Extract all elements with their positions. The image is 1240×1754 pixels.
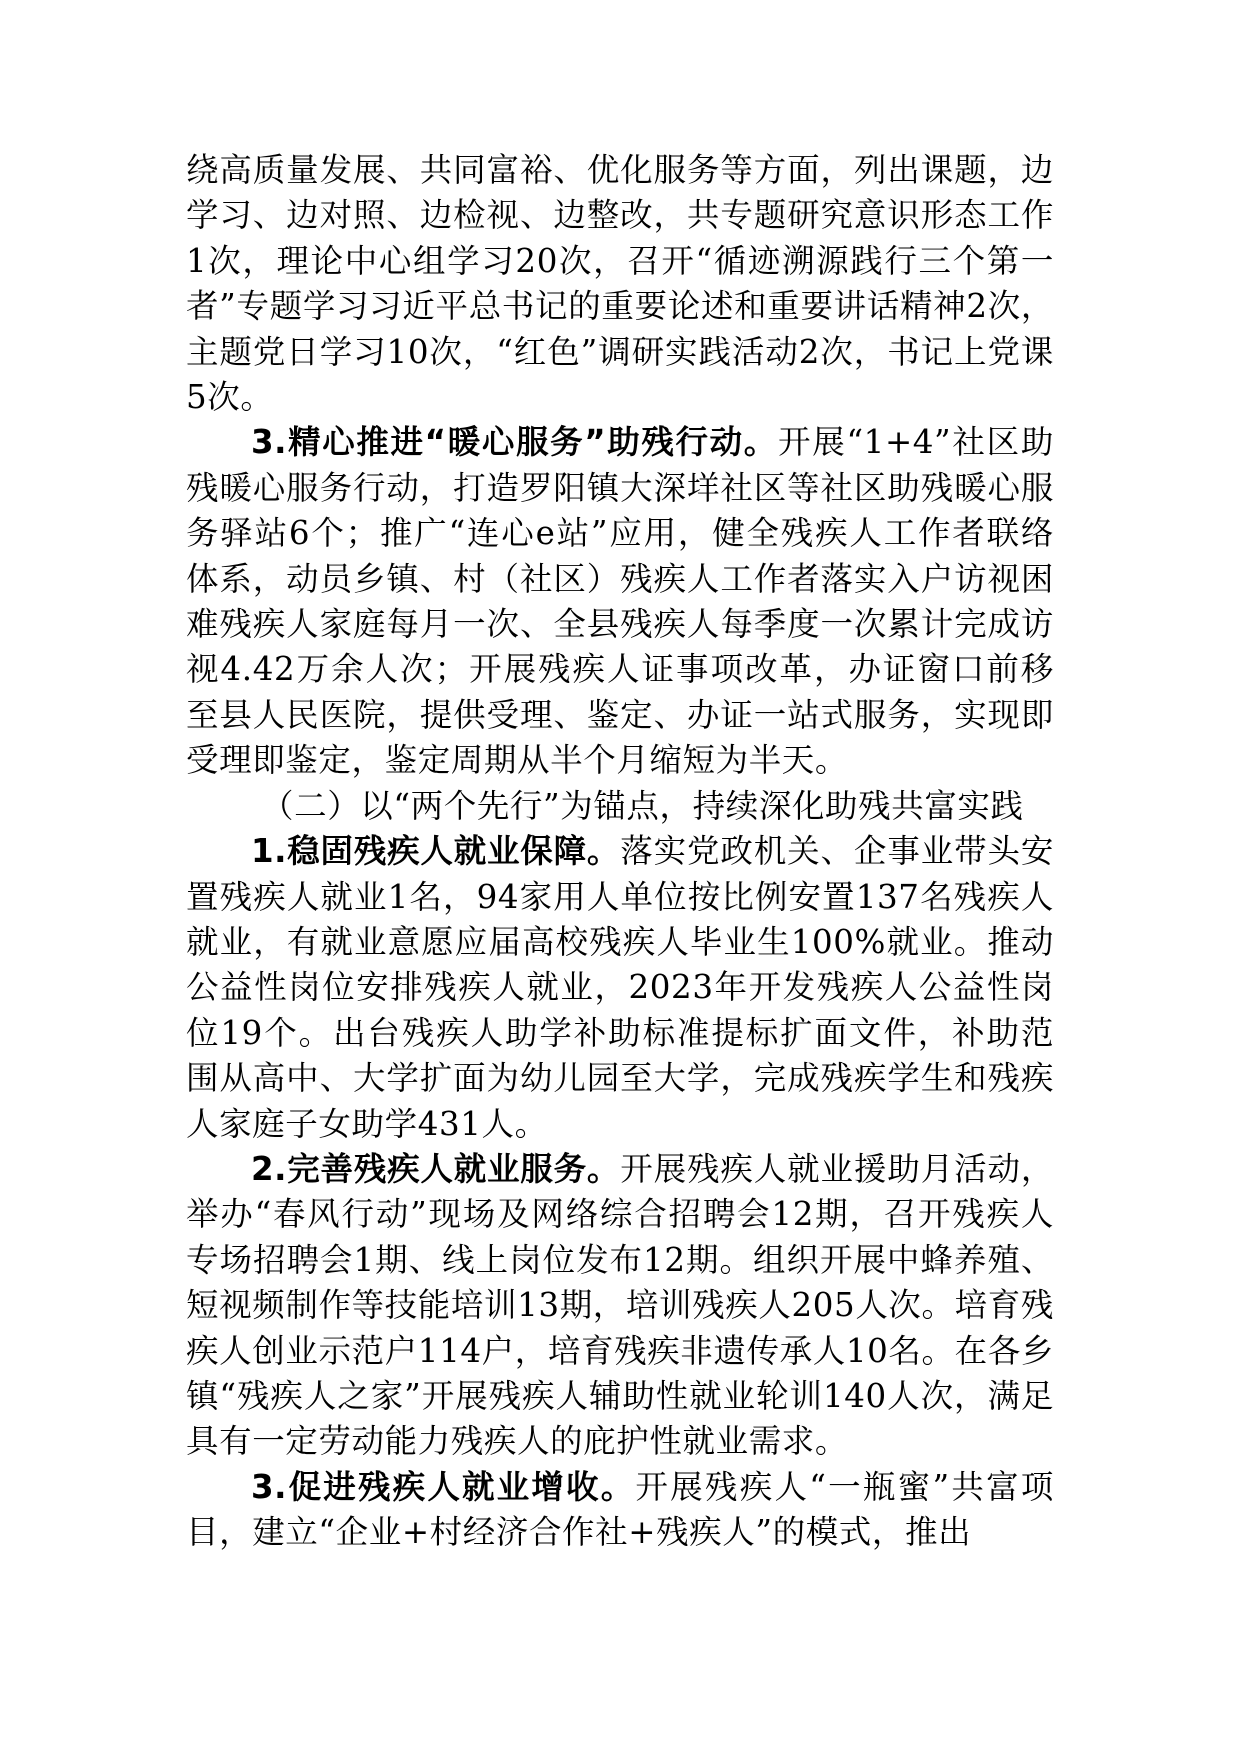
paragraph-income-growth [186, 1465, 1054, 1556]
paragraph-text: 开展“1+4”社区助残暖心服务行动，打造罗阳镇大深垟社区等社区助残暖心服务驿站6个；推广“连心e站”应用，健全残疾人工作者联络体系，动员乡镇、村（社区）残疾人工作者落实入户访视困难残疾人家庭每月一次、全县残疾人每季度一次累计完成访视4.42万余人次；开展残疾人证事项改革，办证窗口前移至县人民医院，提供受理、鉴定、办证一站式服务，实现即受理即鉴定，鉴定周期从半个月缩短为半天。 [186, 423, 1054, 780]
paragraph-text: 绕高质量发展、共同富裕、优化服务等方面，列出课题，边学习、边对照、边检视、边整改，共专题研究意识形态工作1次，理论中心组学习20次，召开“循迹溯源践行三个第一者”专题学习习近平总书记的重要论述和重要讲话精神2次，主题党日学习10次，“红色”调研实践活动2次，书记上党课5次。 [186, 151, 1054, 417]
section-heading-two-pioneers [186, 784, 1054, 829]
paragraph-employment-security [186, 829, 1054, 1147]
section-heading-text: （二）以“两个先行”为锚点，持续深化助残共富实践 [261, 786, 1024, 825]
document-page [186, 148, 1054, 1556]
paragraph-text: 落实党政机关、企事业带头安置残疾人就业1名，94家用人单位按比例安置137名残疾人就业，有就业意愿应届高校残疾人毕业生100%就业。推动公益性岗位安排残疾人就业，2023年开发残疾人公益性岗位19个。出台残疾人助学补助标准提标扩面文件，补助范围从高中、大学扩面为幼儿园至大学，完成残疾学生和残疾人家庭子女助学431人。 [186, 832, 1054, 1143]
paragraph-heading: 3.精心推进“暖心服务”助残行动。 [251, 423, 778, 462]
paragraph-heading: 1.稳固残疾人就业保障。 [251, 832, 621, 871]
paragraph-text: 开展残疾人“一瓶蜜”共富项目，建立“企业+村经济合作社+残疾人”的模式，推出 [186, 1467, 1054, 1552]
paragraph-text: 开展残疾人就业援助月活动，举办“春风行动”现场及网络综合招聘会12期，召开残疾人专场招聘会1期、线上岗位发布12期。组织开展中蜂养殖、短视频制作等技能培训13期，培训残疾人205人次。培育残疾人创业示范户114户，培育残疾非遗传承人10名。在各乡镇“残疾人之家”开展残疾人辅助性就业轮训140人次，满足具有一定劳动能力残疾人的庇护性就业需求。 [186, 1149, 1054, 1461]
paragraph-heading: 2.完善残疾人就业服务。 [251, 1149, 621, 1188]
paragraph-employment-service [186, 1147, 1054, 1465]
paragraph-continued-study [186, 148, 1054, 420]
paragraph-heading: 3.促进残疾人就业增收。 [251, 1467, 636, 1506]
paragraph-warm-service [186, 420, 1054, 783]
